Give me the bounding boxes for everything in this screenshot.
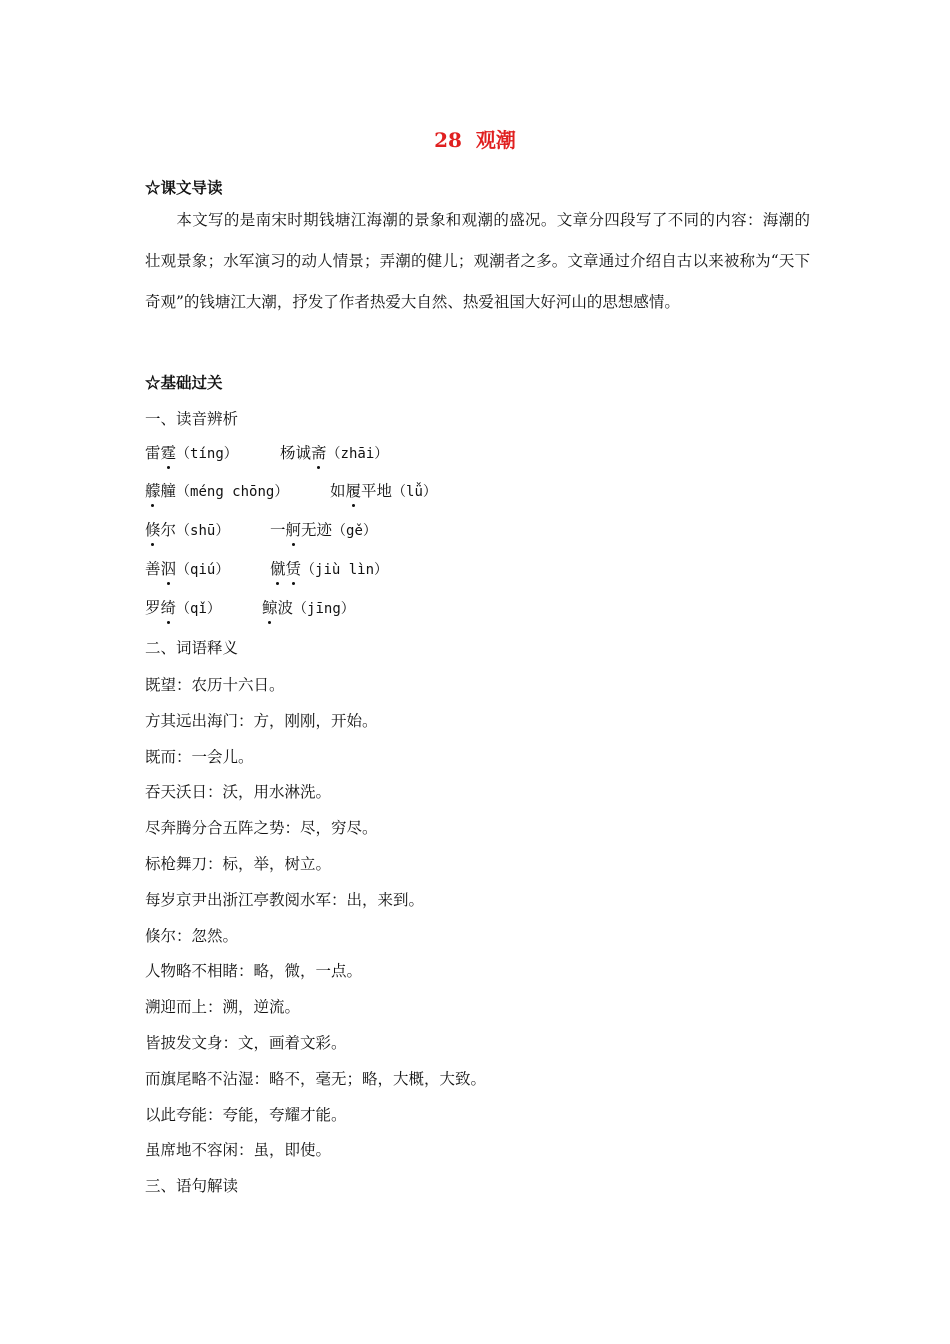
dotted-character: 斋 — [311, 444, 327, 462]
definition-item: 而旗尾略不沾湿：略不，毫无；略，大概，大致。 — [145, 1069, 487, 1088]
subheading-definitions: 二、词语释义 — [145, 639, 239, 657]
word-part: 罗 — [145, 599, 161, 617]
definition-item: 虽席地不容闲：虽，即使。 — [145, 1141, 332, 1160]
word-part: 如 — [330, 482, 346, 500]
dotted-character: 艨 — [145, 482, 161, 500]
definition-item: 人物略不相睹：略，微，一点。 — [145, 962, 363, 981]
lesson-number: 28 — [434, 128, 462, 152]
pinyin: （tíng） — [176, 446, 238, 462]
pronunciation-item — [145, 598, 221, 619]
pronunciation-item — [262, 598, 355, 619]
dotted-character: 鲸 — [262, 599, 278, 617]
section-heading-basics: ☆基础过关 — [145, 373, 223, 392]
word-part: 尔 — [160, 521, 177, 539]
pronunciation-item — [270, 520, 377, 541]
definition-item: 标枪舞刀：标，举，树立。 — [145, 855, 332, 873]
pronunciation-item — [330, 481, 437, 502]
pronunciation-item — [145, 520, 229, 541]
pronunciation-item — [145, 481, 288, 502]
definition-item: 每岁京尹出浙江亭教阅水军：出，来到。 — [145, 890, 425, 909]
pronunciation-item — [280, 443, 388, 464]
pinyin: （jiù lìn） — [301, 562, 389, 578]
definition-item: 以此夸能：夸能，夸耀才能。 — [145, 1105, 347, 1124]
pinyin: （shū） — [176, 523, 230, 539]
word-part: 善 — [145, 560, 161, 578]
dotted-character: 霆 — [160, 444, 177, 462]
pinyin: （lǚ） — [392, 484, 437, 500]
pronunciation-item — [145, 559, 229, 580]
dotted-character: 舸 — [285, 521, 302, 539]
definition-item: 皆披发文身：文，画着文彩。 — [145, 1034, 347, 1052]
dotted-character: 履 — [345, 482, 362, 500]
subheading-pronunciation: 一、读音辨析 — [145, 410, 239, 428]
guide-paragraph-text: 本文写的是南宋时期钱塘江海潮的景象和观潮的盛况。文章分四段写了不同的内容：海潮的壮观景象；水军演习的动人情景；弄潮的健儿；观潮者之多。文章通过介绍自古以来被称为“天下奇观”的钱塘江大潮，抒发了作者热爱大自然、热爱祖国大好河山的思想感情。 — [145, 211, 810, 311]
word-part: 艟 — [160, 482, 177, 500]
word-part: 波 — [277, 599, 294, 617]
page-title — [0, 124, 950, 153]
word-part: 杨诚 — [280, 444, 312, 462]
word-part: 雷 — [145, 444, 161, 462]
pinyin: （gě） — [332, 523, 377, 539]
word-part: 平地 — [361, 482, 393, 500]
pinyin: （zhāi） — [326, 446, 389, 462]
dotted-character: 僦 — [270, 560, 286, 578]
section-heading-guide: ☆课文导读 — [145, 178, 223, 197]
dotted-character: 赁 — [285, 560, 302, 578]
definition-item: 尽奔腾分合五阵之势：尽，穷尽。 — [145, 819, 378, 838]
pinyin: （qǐ） — [176, 601, 221, 617]
definition-item: 倏尔：忽然。 — [145, 926, 239, 945]
definition-item: 方其远出海门：方，刚刚，开始。 — [145, 711, 378, 730]
pinyin: （méng chōng） — [176, 484, 289, 500]
dotted-character: 泅 — [160, 560, 177, 578]
definition-item: 既望：农历十六日。 — [145, 676, 285, 694]
definition-item: 既而：一会儿。 — [145, 747, 254, 766]
pronunciation-item — [145, 443, 238, 464]
definition-item: 溯迎而上：溯，逆流。 — [145, 998, 301, 1017]
pinyin: （jīng） — [293, 601, 355, 617]
definition-item: 吞天沃日：沃，用水淋洗。 — [145, 783, 332, 802]
subheading-sentences: 三、语句解读 — [145, 1177, 239, 1196]
dotted-character: 绮 — [160, 599, 177, 617]
lesson-title: 观潮 — [475, 128, 516, 152]
word-part: 无迹 — [301, 521, 333, 539]
pronunciation-item — [270, 559, 388, 580]
guide-paragraph — [145, 200, 810, 323]
word-part: 一 — [270, 521, 286, 539]
pinyin: （qiú） — [176, 562, 230, 578]
dotted-character: 倏 — [145, 521, 161, 539]
